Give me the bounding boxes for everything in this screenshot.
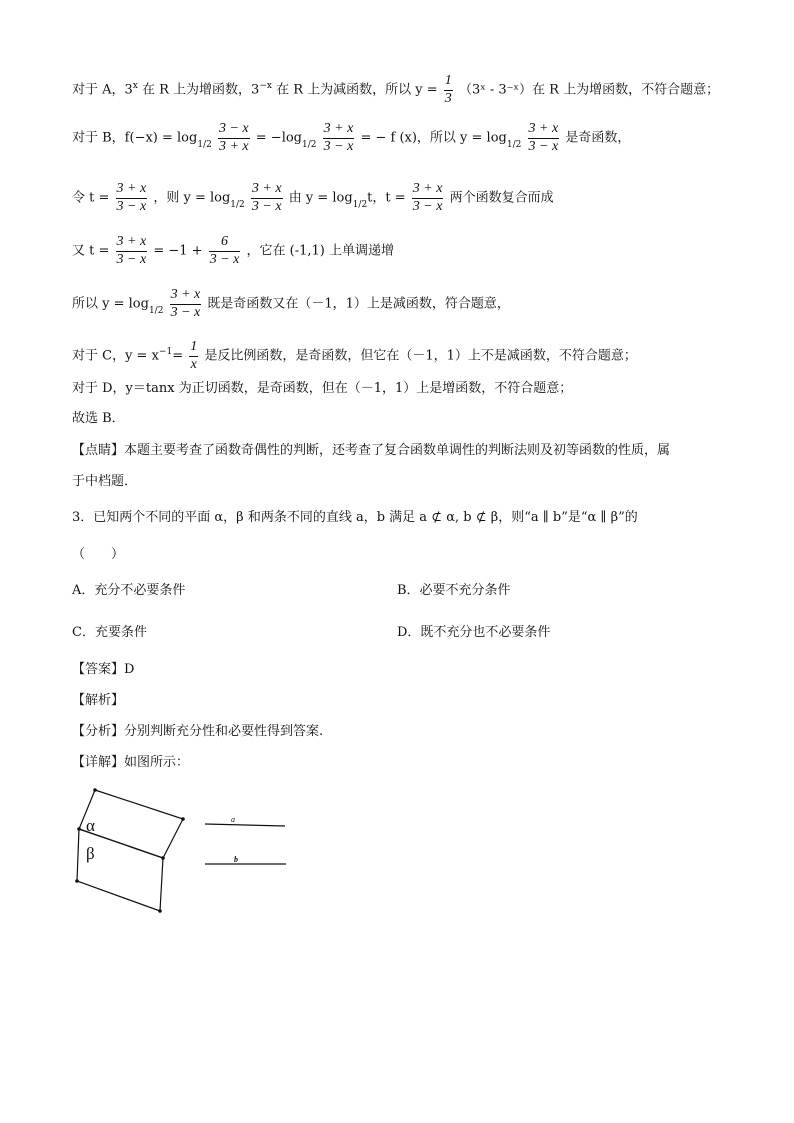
option-a: A．充分不必要条件	[72, 583, 186, 598]
option-d: D．既不充分也不必要条件	[397, 625, 551, 640]
label-a: a	[231, 815, 235, 824]
option-b: B．必要不充分条件	[397, 583, 511, 598]
question-3-paren: （ ）	[72, 547, 125, 562]
solution-line-f: 对于 C，$y = x^{-1}=$ $\frac{1}{x}$ 是反比例函数，是奇函数，但它在（－1，1）上不是减函数，不符合题意；	[72, 339, 637, 372]
detail: 【详解】如图所示：	[72, 755, 190, 770]
label-alpha: α	[86, 816, 95, 835]
fraction: $\frac{3 - x}{3 + x}$	[218, 121, 249, 154]
analysis: 【分析】分别判断充分性和必要性得到答案.	[72, 724, 324, 739]
solution-line-a: 对于 A，3$^x$ 在 R 上为增函数，$3^{-x}$ 在 R 上为减函数，所以 y = $\frac{1}{3}$ （3ˣ - 3⁻ˣ）在 R 上为增函数，不符合题意；	[72, 73, 720, 106]
solution-line-e: 所以 $y = \log_{1/2}$ $\frac{3 + x}{3 - x}$ 既是奇函数又在（－1，1）上是减函数，符合题意，	[72, 287, 510, 320]
label-beta: β	[86, 844, 95, 863]
question-3-stem: 3．已知两个不同的平面 α，β 和两条不同的直线 a，b 满足 a ⊄ α, b ⊄ β，则“a ∥ b”是“α ∥ β”的	[72, 510, 638, 525]
fraction: $\frac{3 + x}{3 - x}$	[170, 287, 201, 320]
fraction: $\frac{3 + x}{3 - x}$	[528, 121, 559, 154]
line-a	[205, 824, 285, 826]
solution-line-c: 令 t = $\frac{3 + x}{3 - x}$ ，则 $y = \log_{1/2}$ $\frac{3 + x}{3 - x}$ 由 $y = \log_{1/2}t$，t = $\frac{3 + x}{3 - x}$ 两个函数复合而成	[72, 181, 554, 214]
solution-line-d: 又 t = $\frac{3 + x}{3 - x}$ = −1 + $\frac{6}{3 - x}$ ，它在 (-1,1) 上单调递增	[72, 234, 394, 267]
fraction: $\frac{1}{x}$	[190, 339, 198, 372]
answer: 【答案】D	[72, 662, 135, 677]
solution-line-h: 故选 B．	[72, 411, 125, 426]
plane-beta	[77, 829, 163, 911]
planes-lines-figure	[70, 782, 310, 922]
fraction: $\frac{1}{3}$	[444, 73, 452, 106]
fraction: $\frac{3 + x}{3 - x}$	[116, 181, 147, 214]
solution-line-g: 对于 D，y＝tanx 为正切函数，是奇函数，但在（－1，1）上是增函数，不符合题意；	[72, 381, 573, 396]
fraction: $\frac{3 + x}{3 - x}$	[323, 121, 354, 154]
fraction: $\frac{3 + x}{3 - x}$	[412, 181, 443, 214]
fraction: $\frac{3 + x}{3 - x}$	[251, 181, 282, 214]
comment-line-1: 【点睛】本题主要考查了函数奇偶性的判断，还考查了复合函数单调性的判断法则及初等函数的性质，属	[72, 443, 671, 458]
fraction: $\frac{6}{3 - x}$	[209, 234, 240, 267]
comment-line-2: 于中档题．	[72, 474, 138, 489]
option-c: C．充要条件	[72, 625, 147, 640]
label-b: b	[234, 855, 238, 864]
analysis-title: 【解析】	[72, 693, 125, 708]
fraction: $\frac{3 + x}{3 - x}$	[116, 234, 147, 267]
solution-line-b: 对于 B，$f(-x) = \log_{1/2}$ $\frac{3 - x}{3 + x}$ = $-\log_{1/2}$ $\frac{3 + x}{3 - x}$ = − f (x)，所以 $y = \log_{1/2}$ $\frac{3 + x}{3 - x}$ 是奇函数，	[72, 121, 631, 154]
